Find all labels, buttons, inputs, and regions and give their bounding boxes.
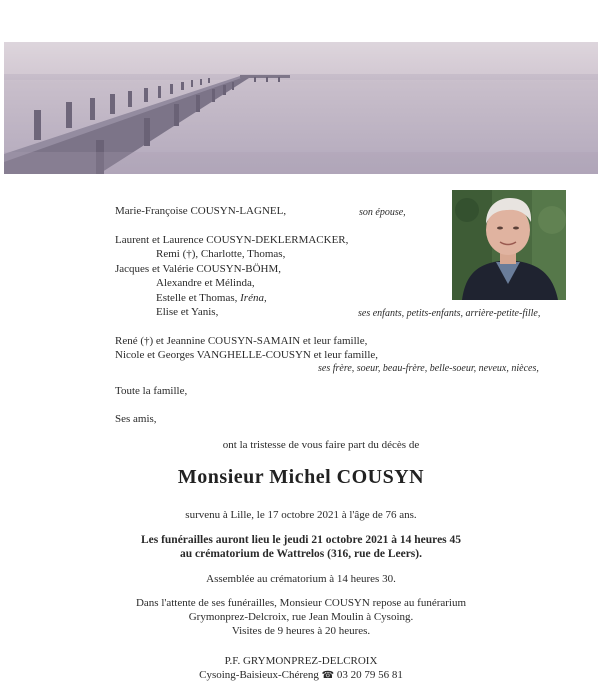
child-line-4: Alexandre et Mélinda,	[156, 277, 255, 289]
phone-icon: ☎	[321, 670, 335, 681]
child-line-1: Laurent et Laurence COUSYN-DEKLERMACKER,	[115, 234, 349, 246]
child-line-5	[156, 292, 267, 304]
wife-name: Marie-Françoise COUSYN-LAGNEL,	[115, 205, 287, 217]
child-line-2: Remi (†), Charlotte, Thomas,	[156, 248, 286, 260]
company-location: Cysoing-Baisieux-Chéreng	[199, 669, 319, 681]
company-contact	[0, 669, 602, 681]
irena-name: Iréna,	[240, 292, 267, 304]
child-line-5-text: Estelle et Thomas,	[156, 292, 241, 304]
portrait-photo	[452, 190, 566, 300]
company-phone: 03 20 79 56 81	[336, 669, 403, 681]
child-line-3: Jacques et Valérie COUSYN-BÖHM,	[115, 263, 281, 275]
funeral-line-2: au crématorium de Wattrelos (316, rue de Leers).	[180, 548, 422, 560]
deceased-name: Monsieur Michel COUSYN	[177, 466, 425, 488]
assembly-info: Assemblée au crématorium à 14 heures 30.	[206, 573, 396, 585]
children-role: ses enfants, petits-enfants, arrière-petite-fille,	[358, 308, 541, 319]
death-info: survenu à Lille, le 17 octobre 2021 à l'âge de 76 ans.	[185, 509, 417, 521]
rest-line-2: Grymonprez-Delcroix, rue Jean Moulin à Cysoing.	[188, 611, 414, 623]
banner-image	[4, 42, 598, 174]
funeral-company: P.F. GRYMONPREZ-DELCROIX	[224, 655, 378, 667]
child-line-6: Elise et Yanis,	[156, 306, 219, 318]
siblings-role: ses frère, soeur, beau-frère, belle-soeur, neveux, nièces,	[318, 363, 539, 374]
all-family: Toute la famille,	[115, 385, 188, 397]
sibling-line-1: René (†) et Jeannine COUSYN-SAMAIN et leur famille,	[115, 335, 368, 347]
visits-info: Visites de 9 heures à 20 heures.	[231, 625, 371, 637]
announcement-intro: ont la tristesse de vous faire part du décès de	[222, 439, 420, 451]
sibling-line-2: Nicole et Georges VANGHELLE-COUSYN et leur famille,	[115, 349, 379, 361]
friends: Ses amis,	[115, 413, 157, 425]
wife-role: son épouse,	[359, 207, 406, 218]
rest-line-1: Dans l'attente de ses funérailles, Monsieur COUSYN repose au funérarium	[135, 597, 467, 609]
funeral-line-1: Les funérailles auront lieu le jeudi 21 octobre 2021 à 14 heures 45	[140, 534, 462, 546]
